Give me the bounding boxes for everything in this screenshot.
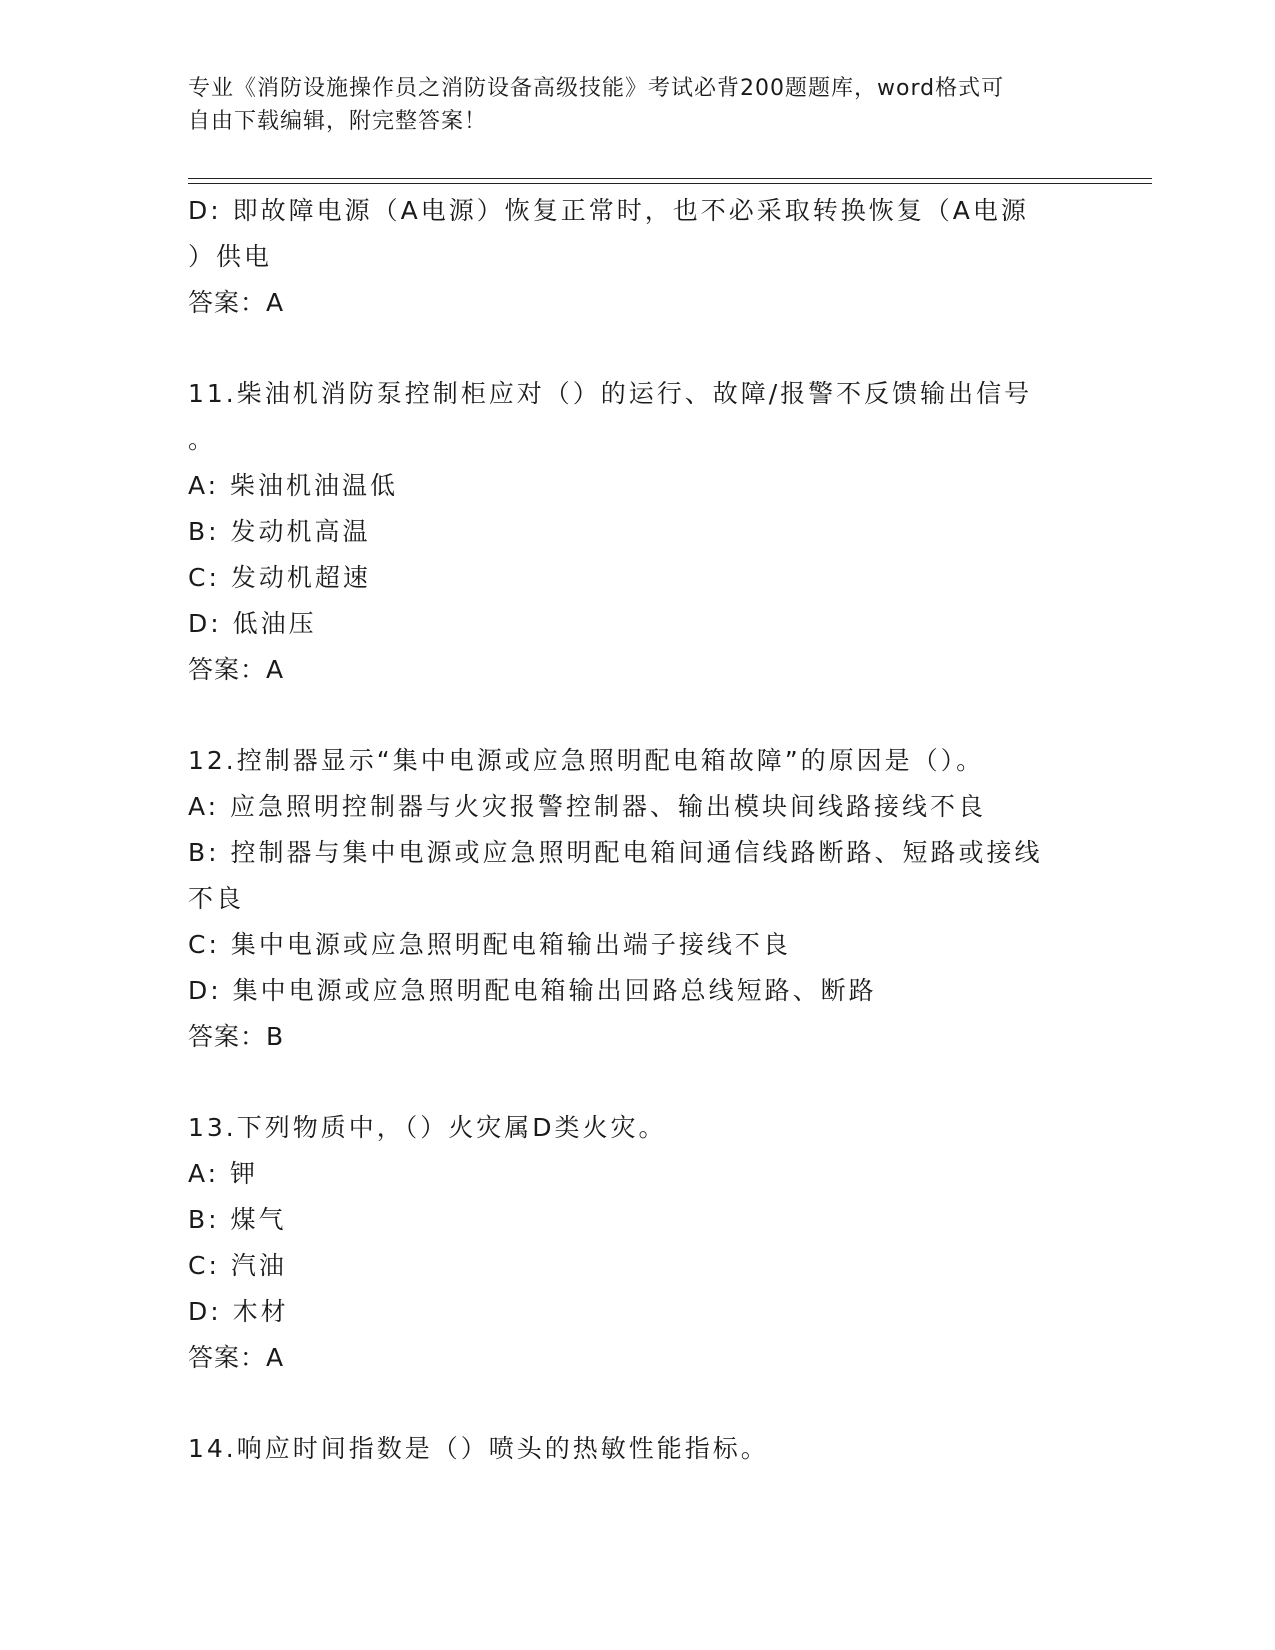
question-11 (188, 371, 1088, 693)
option-d: D: 集中电源或应急照明配电箱输出回路总线短路、断路 (188, 976, 877, 1005)
question-stem: 11.柴油机消防泵控制柜应对（）的运行、故障/报警不反馈输出信号 (188, 379, 1033, 408)
option-a: A: 应急照明控制器与火灾报警控制器、输出模块间线路接线不良 (188, 792, 987, 821)
option-b-continued: 不良 (188, 884, 245, 913)
header-line-1: 专业《消防设施操作员之消防设备高级技能》考试必背200题题库，word格式可 (188, 76, 1005, 101)
question-13 (188, 1105, 1088, 1381)
question-10-tail (188, 188, 1088, 326)
option-d: D: 低油压 (188, 609, 317, 638)
question-list (188, 188, 1088, 1472)
option-d: D: 即故障电源（A电源）恢复正常时，也不必采取转换恢复（A电源 (188, 196, 1029, 225)
option-d-continued: ）供电 (188, 242, 273, 271)
question-stem: 13.下列物质中，（）火灾属D类火灾。 (188, 1113, 667, 1142)
option-a: A: 钾 (188, 1159, 259, 1188)
option-b: B: 控制器与集中电源或应急照明配电箱间通信线路断路、短路或接线 (188, 838, 1043, 867)
option-c: C: 汽油 (188, 1251, 287, 1280)
answer: 答案：A (188, 288, 285, 317)
option-b: B: 发动机高温 (188, 517, 371, 546)
question-14 (188, 1426, 1088, 1472)
option-c: C: 集中电源或应急照明配电箱输出端子接线不良 (188, 930, 791, 959)
option-a: A: 柴油机油温低 (188, 471, 399, 500)
question-12 (188, 738, 1088, 1060)
answer: 答案：A (188, 655, 285, 684)
header-line-2: 自由下载编辑，附完整答案！ (188, 109, 488, 134)
option-c: C: 发动机超速 (188, 563, 371, 592)
document-header (188, 72, 1088, 138)
option-b: B: 煤气 (188, 1205, 287, 1234)
header-divider-bottom (188, 183, 1152, 184)
question-stem: 12.控制器显示“集中电源或应急照明配电箱故障”的原因是（）。 (188, 746, 985, 775)
header-divider-top (188, 178, 1152, 179)
answer: 答案：B (188, 1022, 285, 1051)
question-stem: 14.响应时间指数是（）喷头的热敏性能指标。 (188, 1434, 769, 1463)
answer: 答案：A (188, 1343, 285, 1372)
question-stem-continued: 。 (188, 425, 217, 454)
option-d: D: 木材 (188, 1297, 289, 1326)
